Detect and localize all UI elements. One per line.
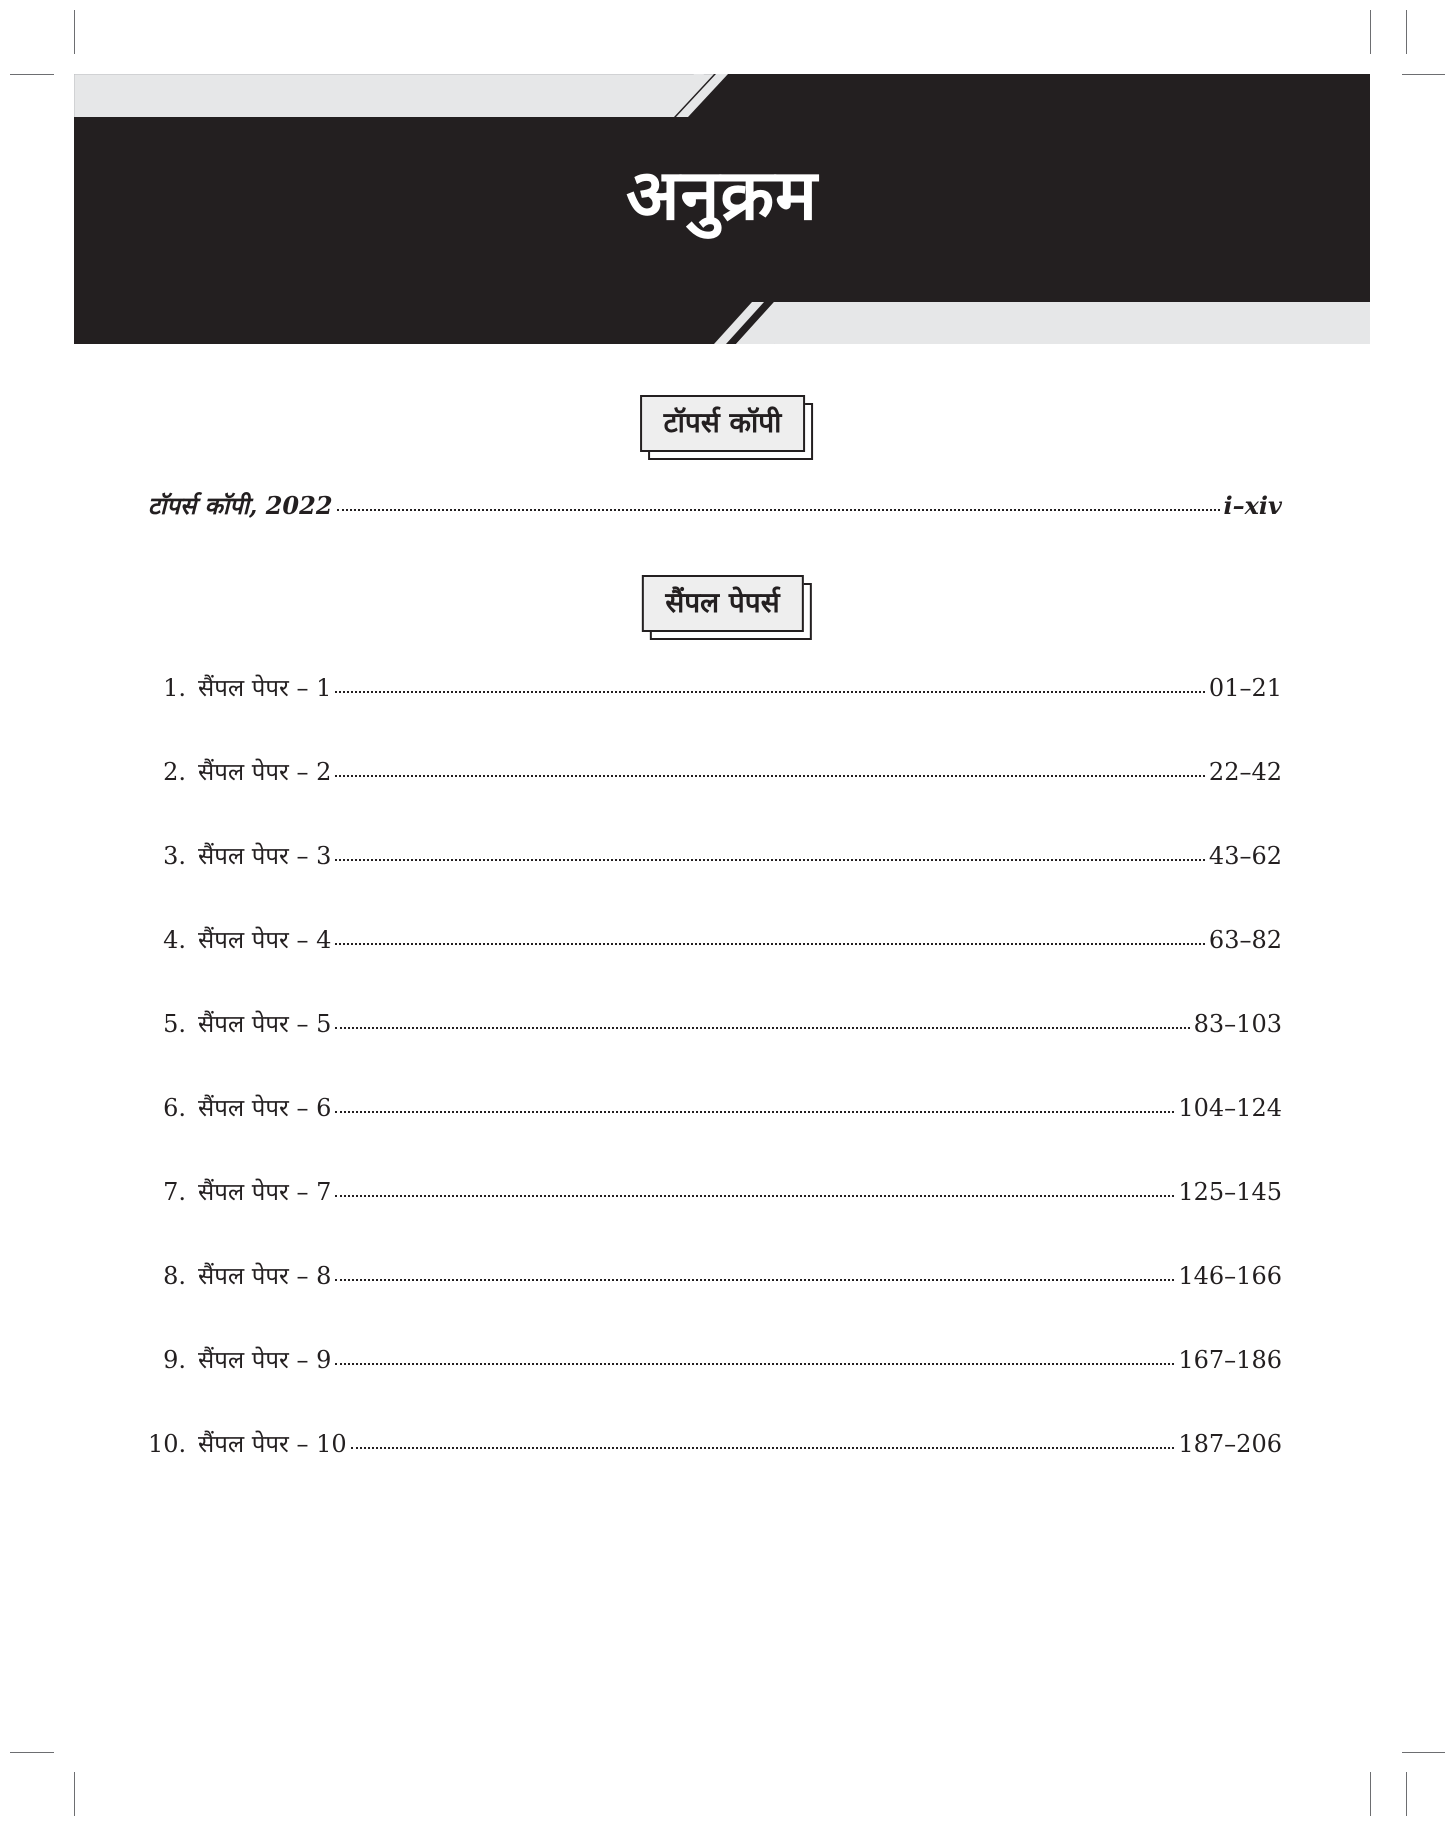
toc-entry-label: सैंपल पेपर – 3	[198, 842, 332, 870]
toc-entry-label: सैंपल पेपर – 4	[198, 926, 332, 954]
page-title: अनुक्रम	[626, 154, 818, 236]
crop-mark	[1370, 10, 1371, 54]
toc-entry-label: सैंपल पेपर – 8	[198, 1262, 332, 1290]
crop-mark	[74, 1772, 75, 1816]
toc-entry-pages: i–xiv	[1223, 491, 1282, 520]
toc-entry[interactable]	[148, 844, 1282, 868]
sample-papers-section-heading	[641, 575, 803, 632]
toc-entry-label: सैंपल पेपर – 2	[198, 758, 332, 786]
crop-mark	[10, 74, 54, 75]
toc-entry-pages: 167–186	[1178, 1346, 1282, 1374]
toc-entry[interactable]	[148, 676, 1282, 700]
toc-entry[interactable]	[148, 1348, 1282, 1372]
toc-entry-number: 4.	[163, 926, 186, 954]
leader-dots	[335, 1194, 1174, 1197]
leader-dots	[335, 1278, 1174, 1281]
crop-mark	[1402, 74, 1445, 75]
leader-dots	[335, 690, 1205, 693]
leader-dots	[335, 858, 1205, 861]
toc-entry-pages: 43–62	[1208, 842, 1282, 870]
toc-entry-pages: 125–145	[1178, 1178, 1282, 1206]
leader-dots	[351, 1446, 1175, 1449]
toc-entry[interactable]	[148, 1432, 1282, 1456]
toc-entry-number: 5.	[163, 1010, 186, 1038]
leader-dots	[335, 1110, 1174, 1113]
toc-entry-number: 1.	[163, 674, 186, 702]
toc-entry-number: 7.	[163, 1178, 186, 1206]
toc-entry-label: टॉपर्स कॉपी, 2022	[148, 491, 333, 520]
crop-mark	[1370, 1772, 1371, 1816]
leader-dots	[335, 774, 1205, 777]
toc-entry-number: 8.	[163, 1262, 186, 1290]
toc-entry-toppers[interactable]	[148, 491, 1282, 520]
toc-entry[interactable]	[148, 1180, 1282, 1204]
toc-entry-label: सैंपल पेपर – 7	[198, 1178, 332, 1206]
toc-entry-label: सैंपल पेपर – 1	[198, 674, 332, 702]
toc-entry-label: सैंपल पेपर – 9	[198, 1346, 332, 1374]
leader-dots	[335, 942, 1205, 945]
section-heading-label: सैंपल पेपर्स	[641, 575, 803, 632]
toc-entry-pages: 01–21	[1208, 674, 1282, 702]
crop-mark	[74, 10, 75, 54]
toc-entry-number: 10.	[148, 1430, 187, 1458]
toc-entry[interactable]	[148, 1096, 1282, 1120]
toc-entry[interactable]	[148, 1012, 1282, 1036]
toc-entry-label: सैंपल पेपर – 5	[198, 1010, 332, 1038]
leader-dots	[335, 1362, 1174, 1365]
crop-mark	[1406, 10, 1407, 54]
leader-dots	[337, 508, 1220, 511]
toc-entry-pages: 104–124	[1178, 1094, 1282, 1122]
toc-entry-pages: 146–166	[1178, 1262, 1282, 1290]
toc-entry-label: सैंपल पेपर – 6	[198, 1094, 332, 1122]
toc-entry-pages: 83–103	[1193, 1010, 1282, 1038]
toc-entry-pages: 63–82	[1208, 926, 1282, 954]
toc-entry-number: 2.	[163, 758, 186, 786]
crop-mark	[10, 1752, 54, 1753]
header-banner	[74, 74, 1370, 344]
toc-entry-number: 9.	[163, 1346, 186, 1374]
toc-entry-pages: 187–206	[1178, 1430, 1282, 1458]
leader-dots	[335, 1026, 1189, 1029]
toc-entry-pages: 22–42	[1208, 758, 1282, 786]
toc-entry[interactable]	[148, 928, 1282, 952]
toc-entry[interactable]	[148, 1264, 1282, 1288]
toc-entry-label: सैंपल पेपर – 10	[198, 1430, 347, 1458]
toppers-section-heading	[640, 395, 806, 452]
crop-mark	[1406, 1772, 1407, 1816]
toc-entry-number: 6.	[163, 1094, 186, 1122]
toc-entry[interactable]	[148, 760, 1282, 784]
crop-mark	[1402, 1752, 1445, 1753]
toc-entry-number: 3.	[163, 842, 186, 870]
section-heading-label: टॉपर्स कॉपी	[640, 395, 806, 452]
